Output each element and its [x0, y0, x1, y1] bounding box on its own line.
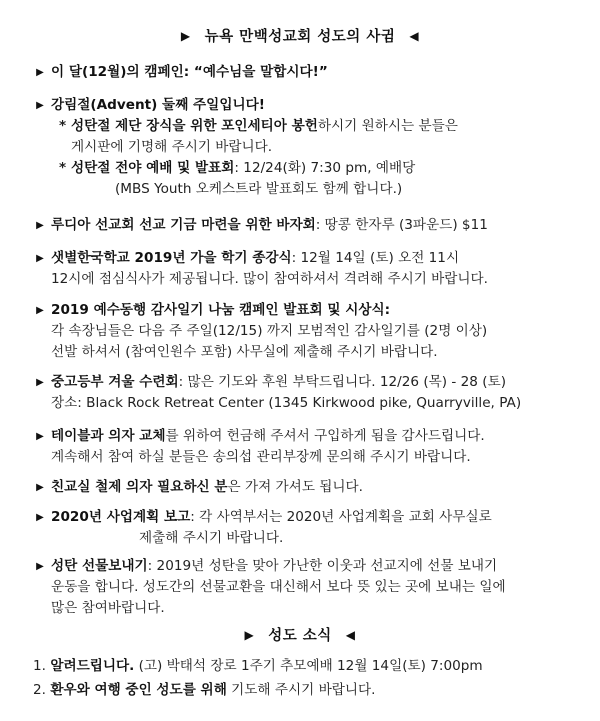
- right-triangle-icon: ▶: [180, 29, 191, 43]
- notice-item: ▶ 샛별한국학교 2019년 가을 학기 종강식: 12월 14일 (토) 오전 11시 12시에 점심식사가 제공됩니다. 많이 참여하셔서 격려해 주시기 바랍니다.: [33, 248, 588, 290]
- bullet-icon: ▶: [36, 482, 44, 493]
- notice-item: ▶ 이 달(12월)의 캠페인: “예수님을 말합시다!”: [33, 62, 588, 83]
- bullet-icon: ▶: [36, 431, 44, 442]
- sub-item: * 성탄절 전야 예배 및 발표회: 12/24(화) 7:30 pm, 예배당 (MBS Youth 오케스트라 발표회도 함께 합니다.): [59, 160, 416, 197]
- notice-item: ▶ 친교실 철제 의자 필요하신 분은 가져 가셔도 됩니다.: [33, 477, 588, 498]
- news-entry: 2. 환우와 여행 중인 성도를 위해 기도해 주시기 바랍니다.: [33, 682, 376, 698]
- notice-item: ▶ 루디아 선교회 선교 기금 마련을 위한 바자회: 땅콩 한자루 (3파운드) $11: [33, 215, 588, 236]
- bullet-icon: ▶: [36, 253, 44, 264]
- notice-item: ▶ 2020년 사업계획 보고: 각 사역부서는 2020년 사업계획을 교회 사무실로 제출해 주시기 바랍니다.: [33, 507, 588, 549]
- bullet-icon: ▶: [36, 100, 44, 111]
- bullet-icon: ▶: [36, 561, 44, 572]
- bullet-icon: ▶: [36, 67, 44, 78]
- bullet-icon: ▶: [36, 377, 44, 388]
- bullet-icon: ▶: [36, 512, 44, 523]
- right-triangle-icon: ▶: [244, 628, 255, 642]
- sub-item: * 성탄절 제단 장식을 위한 포인세티아 봉헌하시기 원하시는 분들은 게시판에 기명해 주시기 바랍니다.: [59, 118, 458, 155]
- left-triangle-icon: ◀: [409, 29, 420, 43]
- notice-item: ▶ 성탄 선물보내기: 2019년 성탄을 맞아 가난한 이웃과 선교지에 선물 보내기 운동을 합니다. 성도간의 선물교환을 대신해서 보다 뜻 있는 곳에 보내는 일에 많은 참여바랍니다.: [33, 556, 588, 619]
- left-triangle-icon: ◀: [345, 628, 356, 642]
- notice-item: ▶ 중고등부 겨울 수련회: 많은 기도와 후원 부탁드립니다. 12/26 (목) - 28 (토) 장소: Black Rock Retreat Center (1345 Kirkwood pike, Quarryville, PA): [33, 372, 588, 414]
- notice-item: ▶ 테이블과 의자 교체를 위하여 헌금해 주셔서 구입하게 됨을 감사드립니다. 계속해서 참여 하실 분들은 송의섭 관리부장께 문의해 주시기 바랍니다.: [33, 426, 588, 468]
- bullet-icon: ▶: [36, 305, 44, 316]
- notice-item: ▶ 2019 예수동행 감사일기 나눔 캠페인 발표회 및 시상식: 각 속장님들은 다음 주 주일(12/15) 까지 모범적인 감사일기를 (2명 이상) 선발 하셔서 (참여인원수 포함) 사무실에 제출해 주시기 바랍니다.: [33, 300, 588, 363]
- page-title: ▶ 뉴욕 만백성교회 성도의 사귐 ◀: [0, 26, 600, 48]
- notice-item: ▶ 강림절(Advent) 둘째 주일입니다! * 성탄절 제단 장식을 위한 포인세티아 봉헌하시기 원하시는 분들은 게시판에 기명해 주시기 바랍니다. * 성탄절 전야 예배 및 발표회: 12/24(화) 7:30 pm, 예배당 (MBS Youth 오케스트라 발표회도 함께 합니다.): [33, 95, 588, 200]
- bullet-icon: ▶: [36, 220, 44, 231]
- news-entry: 1. 알려드립니다. (고) 박태석 장로 1주기 추모예배 12월 14일(토) 7:00pm: [33, 658, 483, 674]
- news-section-title: ▶ 성도 소식 ◀: [0, 625, 600, 647]
